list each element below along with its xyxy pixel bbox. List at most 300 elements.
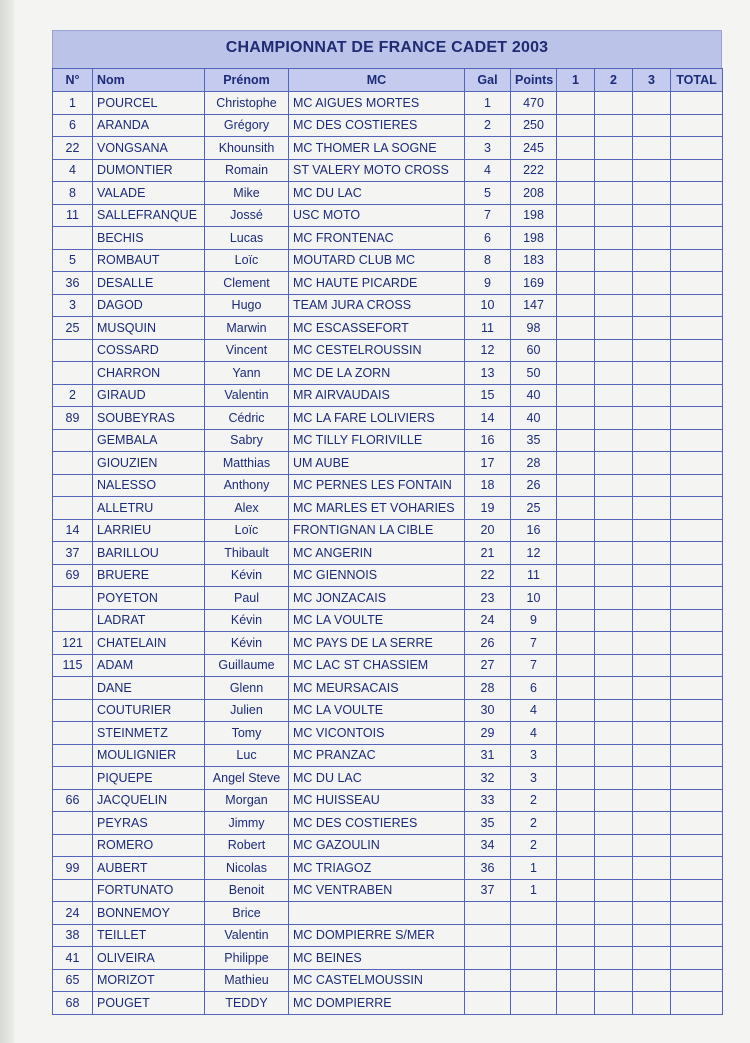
rider-number: 121 [53, 632, 93, 655]
total-cell [671, 992, 723, 1015]
round-2-cell [595, 294, 633, 317]
points-value: 470 [511, 92, 557, 115]
gal-rank: 33 [465, 789, 511, 812]
round-2-cell [595, 947, 633, 970]
rider-last-name: LADRAT [93, 609, 205, 632]
rider-last-name: CHATELAIN [93, 632, 205, 655]
round-2-cell [595, 924, 633, 947]
points-value: 26 [511, 474, 557, 497]
gal-rank: 34 [465, 834, 511, 857]
rider-number: 8 [53, 182, 93, 205]
rider-first-name: Matthias [205, 452, 289, 475]
round-2-cell [595, 722, 633, 745]
rider-club: MC DOMPIERRE [289, 992, 465, 1015]
rider-first-name: Valentin [205, 384, 289, 407]
round-3-cell [633, 542, 671, 565]
total-cell [671, 969, 723, 992]
rider-club: MC DE LA ZORN [289, 362, 465, 385]
round-3-cell [633, 744, 671, 767]
round-3-cell [633, 294, 671, 317]
rider-first-name: Angel Steve [205, 767, 289, 790]
gal-rank: 32 [465, 767, 511, 790]
total-cell [671, 722, 723, 745]
round-3-cell [633, 812, 671, 835]
round-2-cell [595, 767, 633, 790]
total-cell [671, 564, 723, 587]
table-row [53, 362, 723, 385]
total-cell [671, 542, 723, 565]
table-row [53, 429, 723, 452]
round-2-cell [595, 407, 633, 430]
rider-club: MC MARLES ET VOHARIES [289, 497, 465, 520]
total-cell [671, 857, 723, 880]
gal-rank: 6 [465, 227, 511, 250]
table-row [53, 452, 723, 475]
gal-rank [465, 947, 511, 970]
rider-first-name: Benoit [205, 879, 289, 902]
round-1-cell [557, 114, 595, 137]
round-2-cell [595, 474, 633, 497]
gal-rank: 36 [465, 857, 511, 880]
rider-number: 37 [53, 542, 93, 565]
table-row [53, 924, 723, 947]
total-cell [671, 519, 723, 542]
rider-club: MC LA VOULTE [289, 609, 465, 632]
total-cell [671, 879, 723, 902]
rider-first-name: Cédric [205, 407, 289, 430]
round-3-cell [633, 159, 671, 182]
rider-club: MC CESTELROUSSIN [289, 339, 465, 362]
round-1-cell [557, 924, 595, 947]
round-1-cell [557, 92, 595, 115]
rider-last-name: PIQUEPE [93, 767, 205, 790]
table-row [53, 542, 723, 565]
rider-first-name: Julien [205, 699, 289, 722]
rider-number [53, 474, 93, 497]
gal-rank: 24 [465, 609, 511, 632]
total-cell [671, 609, 723, 632]
rider-number: 36 [53, 272, 93, 295]
points-value: 3 [511, 744, 557, 767]
table-row [53, 114, 723, 137]
table-row [53, 474, 723, 497]
round-3-cell [633, 497, 671, 520]
round-3-cell [633, 474, 671, 497]
rider-first-name: Brice [205, 902, 289, 925]
rider-last-name: SALLEFRANQUE [93, 204, 205, 227]
table-row [53, 699, 723, 722]
rider-number [53, 609, 93, 632]
round-1-cell [557, 227, 595, 250]
rider-club: MC PERNES LES FONTAIN [289, 474, 465, 497]
total-cell [671, 452, 723, 475]
rider-number [53, 834, 93, 857]
gal-rank: 8 [465, 249, 511, 272]
rider-last-name: SOUBEYRAS [93, 407, 205, 430]
results-body [53, 92, 723, 1015]
rider-number [53, 339, 93, 362]
round-2-cell [595, 834, 633, 857]
points-value: 222 [511, 159, 557, 182]
rider-club: MC DU LAC [289, 767, 465, 790]
round-1-cell [557, 699, 595, 722]
table-row [53, 609, 723, 632]
round-1-cell [557, 249, 595, 272]
total-cell [671, 407, 723, 430]
table-row [53, 632, 723, 655]
table-row [53, 182, 723, 205]
total-cell [671, 497, 723, 520]
rider-club: MC THOMER LA SOGNE [289, 137, 465, 160]
table-row [53, 902, 723, 925]
rider-number: 41 [53, 947, 93, 970]
round-1-cell [557, 564, 595, 587]
rider-last-name: CHARRON [93, 362, 205, 385]
round-3-cell [633, 204, 671, 227]
round-2-cell [595, 92, 633, 115]
round-3-cell [633, 632, 671, 655]
total-cell [671, 272, 723, 295]
gal-rank: 1 [465, 92, 511, 115]
col-header-gal: Gal [465, 69, 511, 92]
table-row [53, 272, 723, 295]
rider-number [53, 587, 93, 610]
round-2-cell [595, 249, 633, 272]
rider-first-name: Luc [205, 744, 289, 767]
gal-rank: 31 [465, 744, 511, 767]
table-row [53, 407, 723, 430]
round-1-cell [557, 317, 595, 340]
rider-club: MC FRONTENAC [289, 227, 465, 250]
round-1-cell [557, 992, 595, 1015]
round-1-cell [557, 474, 595, 497]
round-2-cell [595, 632, 633, 655]
total-cell [671, 474, 723, 497]
round-3-cell [633, 317, 671, 340]
rider-first-name: Khounsith [205, 137, 289, 160]
round-2-cell [595, 609, 633, 632]
total-cell [671, 902, 723, 925]
rider-club: FRONTIGNAN LA CIBLE [289, 519, 465, 542]
points-value: 7 [511, 632, 557, 655]
points-value [511, 924, 557, 947]
round-2-cell [595, 969, 633, 992]
gal-rank: 37 [465, 879, 511, 902]
rider-club: MC AIGUES MORTES [289, 92, 465, 115]
round-3-cell [633, 182, 671, 205]
rider-club: MC GAZOULIN [289, 834, 465, 857]
points-value: 40 [511, 384, 557, 407]
round-3-cell [633, 362, 671, 385]
rider-number [53, 767, 93, 790]
gal-rank: 29 [465, 722, 511, 745]
points-value: 60 [511, 339, 557, 362]
round-1-cell [557, 587, 595, 610]
table-row [53, 587, 723, 610]
col-header-round3: 3 [633, 69, 671, 92]
round-2-cell [595, 114, 633, 137]
rider-club: MC CASTELMOUSSIN [289, 969, 465, 992]
rider-number [53, 699, 93, 722]
rider-club: MC LA FARE LOLIVIERS [289, 407, 465, 430]
gal-rank: 26 [465, 632, 511, 655]
rider-number [53, 677, 93, 700]
rider-club: USC MOTO [289, 204, 465, 227]
gal-rank: 13 [465, 362, 511, 385]
gal-rank: 22 [465, 564, 511, 587]
gal-rank: 35 [465, 812, 511, 835]
round-3-cell [633, 722, 671, 745]
round-3-cell [633, 834, 671, 857]
table-row [53, 947, 723, 970]
gal-rank: 21 [465, 542, 511, 565]
rider-club: MC LAC ST CHASSIEM [289, 654, 465, 677]
rider-number: 14 [53, 519, 93, 542]
round-1-cell [557, 272, 595, 295]
round-3-cell [633, 92, 671, 115]
table-row [53, 339, 723, 362]
rider-first-name: Nicolas [205, 857, 289, 880]
table-row [53, 249, 723, 272]
rider-number [53, 879, 93, 902]
rider-club: MC ESCASSEFORT [289, 317, 465, 340]
round-3-cell [633, 137, 671, 160]
gal-rank [465, 902, 511, 925]
rider-number [53, 452, 93, 475]
rider-last-name: POUGET [93, 992, 205, 1015]
round-3-cell [633, 879, 671, 902]
points-value: 169 [511, 272, 557, 295]
points-value: 35 [511, 429, 557, 452]
gal-rank: 11 [465, 317, 511, 340]
gal-rank: 17 [465, 452, 511, 475]
rider-last-name: MUSQUIN [93, 317, 205, 340]
round-1-cell [557, 609, 595, 632]
rider-number [53, 497, 93, 520]
round-1-cell [557, 632, 595, 655]
rider-number: 24 [53, 902, 93, 925]
round-1-cell [557, 947, 595, 970]
rider-first-name: Clement [205, 272, 289, 295]
rider-club: MC TILLY FLORIVILLE [289, 429, 465, 452]
rider-club: MC HUISSEAU [289, 789, 465, 812]
rider-club: MC VENTRABEN [289, 879, 465, 902]
total-cell [671, 789, 723, 812]
table-row [53, 519, 723, 542]
points-value: 2 [511, 789, 557, 812]
table-row [53, 204, 723, 227]
gal-rank [465, 924, 511, 947]
col-header-prenom: Prénom [205, 69, 289, 92]
total-cell [671, 429, 723, 452]
points-value [511, 947, 557, 970]
table-row [53, 992, 723, 1015]
rider-first-name: Mike [205, 182, 289, 205]
round-3-cell [633, 272, 671, 295]
round-1-cell [557, 384, 595, 407]
rider-first-name: Kévin [205, 564, 289, 587]
rider-last-name: PEYRAS [93, 812, 205, 835]
rider-number: 2 [53, 384, 93, 407]
round-1-cell [557, 429, 595, 452]
points-value: 98 [511, 317, 557, 340]
round-3-cell [633, 407, 671, 430]
gal-rank: 28 [465, 677, 511, 700]
round-1-cell [557, 789, 595, 812]
rider-first-name: Anthony [205, 474, 289, 497]
rider-first-name: Valentin [205, 924, 289, 947]
gal-rank: 15 [465, 384, 511, 407]
rider-last-name: ALLETRU [93, 497, 205, 520]
rider-last-name: LARRIEU [93, 519, 205, 542]
rider-first-name: Vincent [205, 339, 289, 362]
gal-rank: 30 [465, 699, 511, 722]
rider-club: MC JONZACAIS [289, 587, 465, 610]
points-value: 245 [511, 137, 557, 160]
rider-number: 4 [53, 159, 93, 182]
round-2-cell [595, 789, 633, 812]
total-cell [671, 834, 723, 857]
total-cell [671, 204, 723, 227]
rider-first-name: Grégory [205, 114, 289, 137]
round-3-cell [633, 519, 671, 542]
table-row [53, 789, 723, 812]
table-row [53, 722, 723, 745]
total-cell [671, 677, 723, 700]
results-sheet [52, 30, 722, 1015]
total-cell [671, 249, 723, 272]
total-cell [671, 632, 723, 655]
round-1-cell [557, 857, 595, 880]
rider-first-name: Robert [205, 834, 289, 857]
round-2-cell [595, 879, 633, 902]
gal-rank: 10 [465, 294, 511, 317]
round-1-cell [557, 879, 595, 902]
round-3-cell [633, 452, 671, 475]
rider-first-name: Kévin [205, 609, 289, 632]
rider-club: MC ANGERIN [289, 542, 465, 565]
rider-first-name: Philippe [205, 947, 289, 970]
rider-last-name: POYETON [93, 587, 205, 610]
rider-number: 115 [53, 654, 93, 677]
rider-number [53, 744, 93, 767]
rider-last-name: MOULIGNIER [93, 744, 205, 767]
page-title: CHAMPIONNAT DE FRANCE CADET 2003 [52, 30, 722, 68]
rider-club: MC PRANZAC [289, 744, 465, 767]
round-1-cell [557, 812, 595, 835]
round-2-cell [595, 564, 633, 587]
rider-first-name: Morgan [205, 789, 289, 812]
rider-club: MC VICONTOIS [289, 722, 465, 745]
round-2-cell [595, 744, 633, 767]
rider-last-name: COSSARD [93, 339, 205, 362]
rider-last-name: BONNEMOY [93, 902, 205, 925]
rider-club: MR AIRVAUDAIS [289, 384, 465, 407]
round-2-cell [595, 992, 633, 1015]
rider-club: MC DES COSTIERES [289, 114, 465, 137]
round-3-cell [633, 677, 671, 700]
round-1-cell [557, 969, 595, 992]
gal-rank: 20 [465, 519, 511, 542]
rider-last-name: GIOUZIEN [93, 452, 205, 475]
points-value: 198 [511, 227, 557, 250]
round-1-cell [557, 677, 595, 700]
round-2-cell [595, 452, 633, 475]
rider-number: 22 [53, 137, 93, 160]
rider-number: 5 [53, 249, 93, 272]
table-row [53, 564, 723, 587]
rider-first-name: Alex [205, 497, 289, 520]
table-row [53, 969, 723, 992]
rider-number: 65 [53, 969, 93, 992]
total-cell [671, 767, 723, 790]
points-value [511, 992, 557, 1015]
round-1-cell [557, 204, 595, 227]
round-3-cell [633, 587, 671, 610]
table-row [53, 497, 723, 520]
rider-number [53, 362, 93, 385]
table-row [53, 677, 723, 700]
round-2-cell [595, 317, 633, 340]
rider-first-name: Yann [205, 362, 289, 385]
round-2-cell [595, 272, 633, 295]
points-value [511, 902, 557, 925]
round-1-cell [557, 722, 595, 745]
rider-first-name: Jimmy [205, 812, 289, 835]
header-row [53, 69, 723, 92]
round-3-cell [633, 789, 671, 812]
rider-first-name: Glenn [205, 677, 289, 700]
round-1-cell [557, 497, 595, 520]
points-value: 147 [511, 294, 557, 317]
total-cell [671, 182, 723, 205]
table-row [53, 654, 723, 677]
rider-club: MC BEINES [289, 947, 465, 970]
points-value: 25 [511, 497, 557, 520]
round-3-cell [633, 609, 671, 632]
points-value: 208 [511, 182, 557, 205]
rider-first-name: Loïc [205, 519, 289, 542]
table-row [53, 834, 723, 857]
round-1-cell [557, 339, 595, 362]
total-cell [671, 114, 723, 137]
rider-first-name: Paul [205, 587, 289, 610]
round-3-cell [633, 857, 671, 880]
points-value: 198 [511, 204, 557, 227]
rider-club: MC GIENNOIS [289, 564, 465, 587]
page-binding-edge [0, 0, 14, 1043]
rider-first-name: Thibault [205, 542, 289, 565]
rider-club: UM AUBE [289, 452, 465, 475]
rider-number: 69 [53, 564, 93, 587]
rider-first-name: Jossé [205, 204, 289, 227]
gal-rank: 14 [465, 407, 511, 430]
rider-club: MOUTARD CLUB MC [289, 249, 465, 272]
total-cell [671, 317, 723, 340]
rider-last-name: ADAM [93, 654, 205, 677]
total-cell [671, 294, 723, 317]
points-value: 3 [511, 767, 557, 790]
rider-number: 89 [53, 407, 93, 430]
total-cell [671, 159, 723, 182]
col-header-points: Points [511, 69, 557, 92]
round-2-cell [595, 699, 633, 722]
table-row [53, 92, 723, 115]
rider-last-name: TEILLET [93, 924, 205, 947]
rider-last-name: GEMBALA [93, 429, 205, 452]
table-row [53, 767, 723, 790]
round-3-cell [633, 902, 671, 925]
